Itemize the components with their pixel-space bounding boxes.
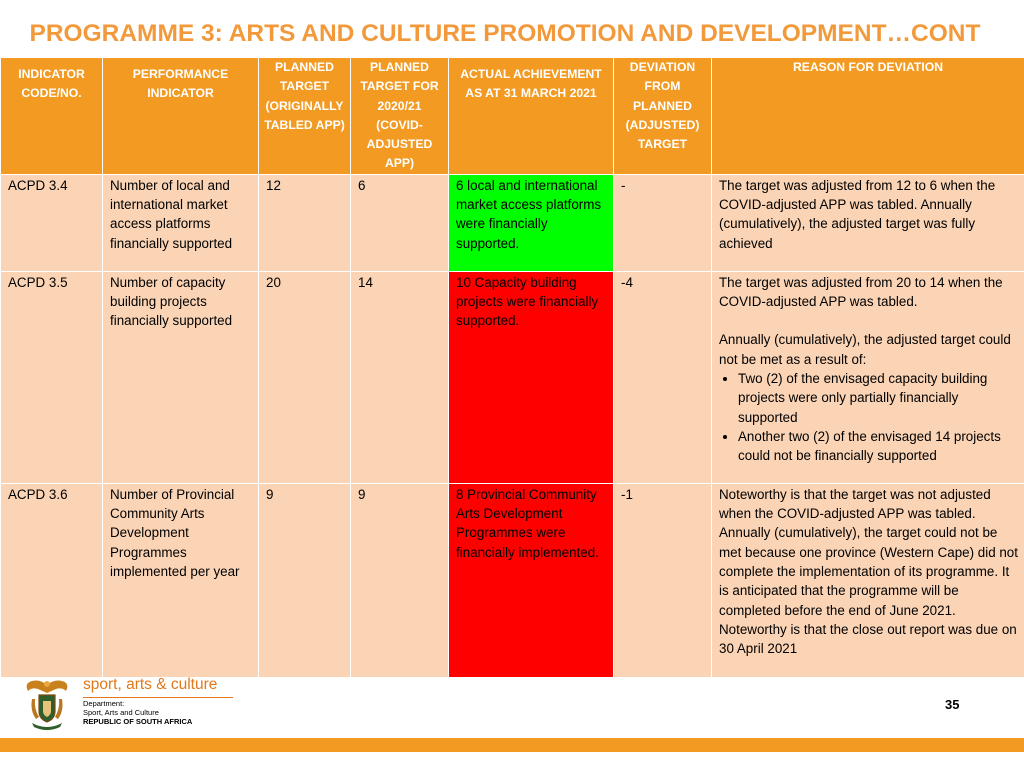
reason-text: Annually (cumulatively), the target could not be met because one province (Western Cape) did not complete the implementation of its programme. It is anticipated that the programme will be completed before the end of June 2021. Noteworthy is that the close out report was due on 30 April 2021 <box>719 525 1018 657</box>
performance-indicator: Number of Provincial Community Arts Development Programmes implemented per year <box>103 483 259 677</box>
paragraph-gap <box>719 311 1018 330</box>
indicator-code: ACPD 3.4 <box>1 174 103 271</box>
planned-target: 20 <box>259 271 351 483</box>
country-name: REPUBLIC OF SOUTH AFRICA <box>83 717 193 726</box>
header-row <box>1 58 1024 175</box>
header-adjusted: PLANNED TARGET FOR 2020/21 (COVID-ADJUSTED APP) <box>351 58 449 175</box>
performance-table <box>0 57 1024 678</box>
deviation: -1 <box>614 483 712 677</box>
reason-text: Annually (cumulatively), the adjusted target could not be met as a result of: <box>719 332 1011 367</box>
table-row <box>1 174 1024 271</box>
indicator-code: ACPD 3.6 <box>1 483 103 677</box>
reason-for-deviation <box>712 271 1024 483</box>
coat-of-arms-icon <box>22 677 72 732</box>
bottom-accent-bar <box>0 738 1024 752</box>
reason-text: The target was adjusted from 20 to 14 when the COVID-adjusted APP was tabled. <box>719 274 1003 310</box>
brand-name: sport, arts & culture <box>83 676 218 693</box>
header-deviation: DEVIATION FROM PLANNED (ADJUSTED) TARGET <box>614 58 712 175</box>
dept-label: Department: <box>83 699 125 708</box>
header-reason: REASON FOR DEVIATION <box>712 58 1024 175</box>
reason-for-deviation <box>712 174 1024 271</box>
adjusted-target: 6 <box>351 174 449 271</box>
planned-target: 12 <box>259 174 351 271</box>
table-row <box>1 271 1024 483</box>
actual-achievement: 8 Provincial Community Arts Development Programmes were financially implemented. <box>449 483 614 677</box>
header-code: INDICATOR CODE/NO. <box>1 58 103 175</box>
adjusted-target: 9 <box>351 483 449 677</box>
list-item: • Another two (2) of the envisaged 14 projects could not be financially supported <box>738 427 1018 466</box>
actual-achievement: 10 Capacity building projects were financially supported. <box>449 271 614 483</box>
reason-for-deviation <box>712 483 1024 677</box>
page-title: PROGRAMME 3: ARTS AND CULTURE PROMOTION AND DEVELOPMENT…CONT <box>29 20 981 47</box>
page-number: 35 <box>945 697 960 712</box>
header-planned: PLANNED TARGET (ORIGINALLY TABLED APP) <box>259 58 351 175</box>
indicator-code: ACPD 3.5 <box>1 271 103 483</box>
department-block <box>83 699 192 726</box>
deviation: - <box>614 174 712 271</box>
header-actual: ACTUAL ACHIEVEMENT AS AT 31 MARCH 2021 <box>449 58 614 175</box>
deviation: -4 <box>614 271 712 483</box>
list-item: • Two (2) of the envisaged capacity building projects were only partially financially supported <box>738 369 1018 427</box>
planned-target: 9 <box>259 483 351 677</box>
performance-indicator: Number of local and international market access platforms financially supported <box>103 174 259 271</box>
reason-text: Noteworthy is that the target was not adjusted when the COVID-adjusted APP was tabled. <box>719 486 991 522</box>
adjusted-target: 14 <box>351 271 449 483</box>
header-indicator: PERFORMANCE INDICATOR <box>103 58 259 175</box>
performance-indicator: Number of capacity building projects financially supported <box>103 271 259 483</box>
actual-achievement: 6 local and international market access platforms were financially supported. <box>449 174 614 271</box>
brand-divider <box>83 697 233 698</box>
dept-name: Sport, Arts and Culture <box>83 708 159 717</box>
reason-text: The target was adjusted from 12 to 6 when the COVID-adjusted APP was tabled. Annually (cumulatively), the adjusted target was fully achieved <box>719 177 996 251</box>
reason-bullet-list <box>719 369 1018 465</box>
table-row <box>1 483 1024 677</box>
